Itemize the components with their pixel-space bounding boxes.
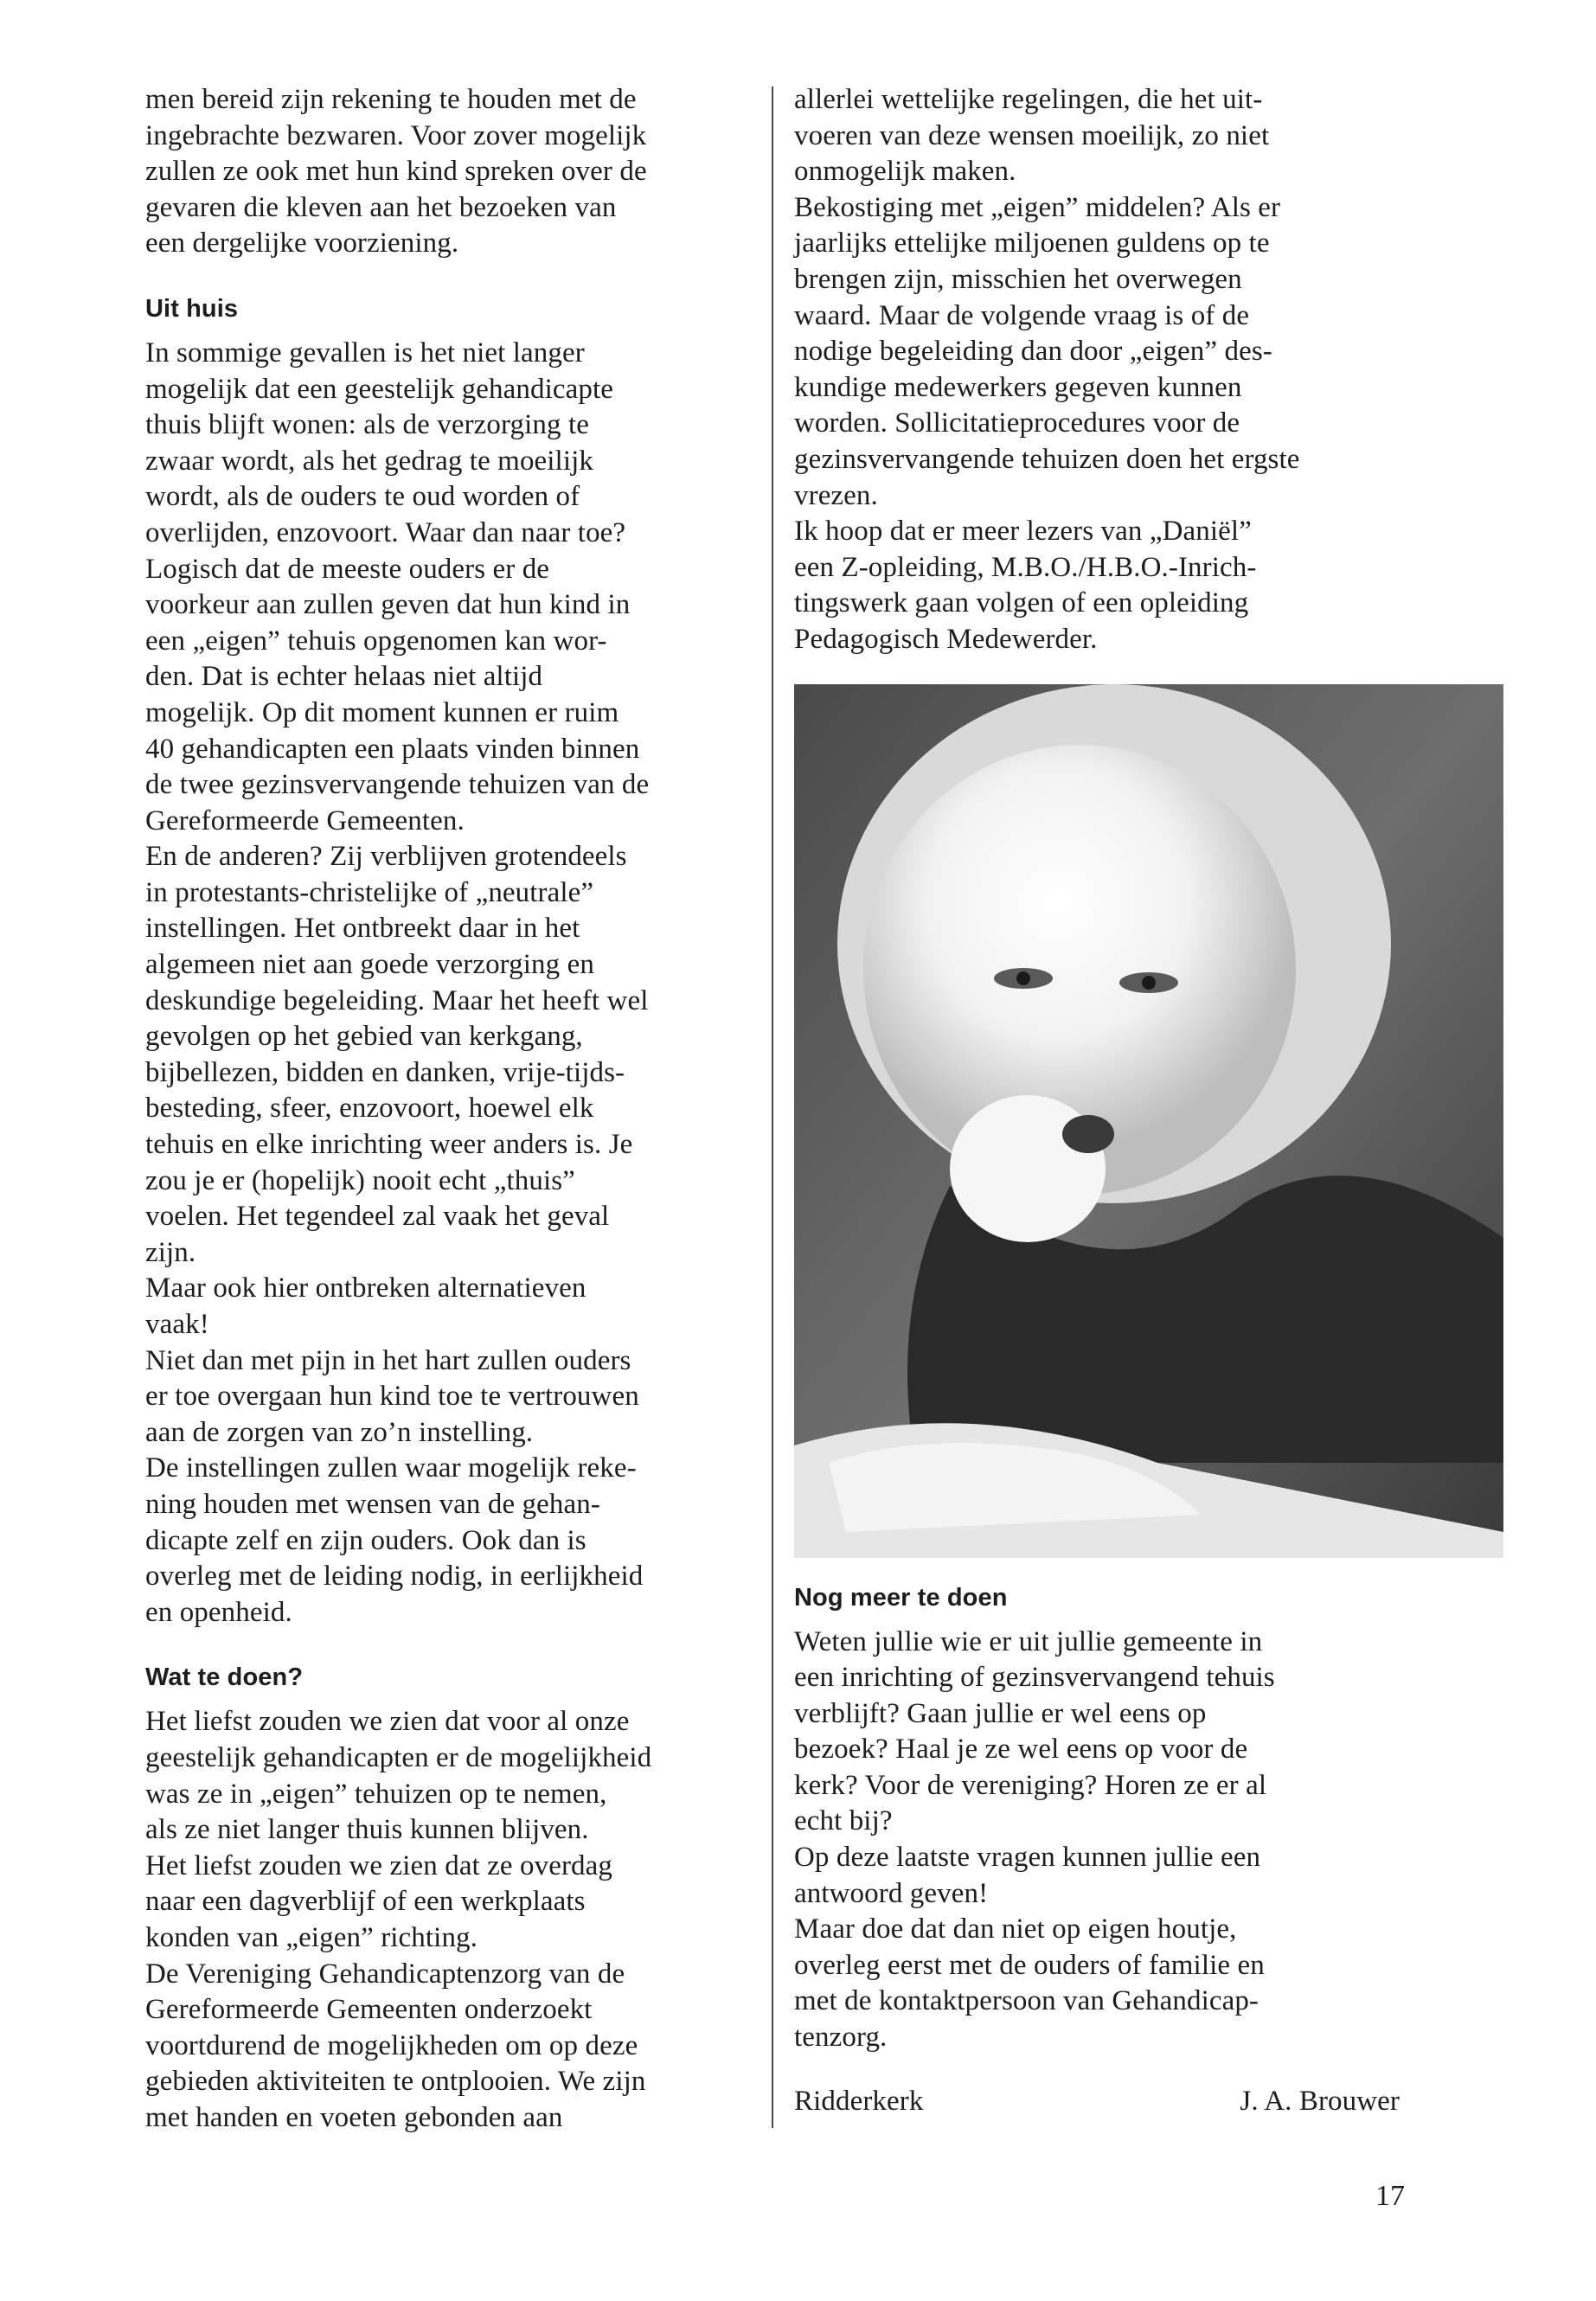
text-line: deskundige begeleiding. Maar het heeft wel: [145, 984, 649, 1016]
text-line: overleg met de leiding nodig, in eerlijkheid: [145, 1561, 644, 1593]
child-photo-image: [794, 684, 1503, 1558]
text-line: men bereid zijn rekening te houden met de: [145, 84, 637, 115]
text-line: onmogelijk maken.: [794, 156, 1016, 188]
text-line: En de anderen? Zij verblijven grotendeels: [145, 841, 627, 873]
text-line: gevaren die kleven aan het bezoeken van: [145, 191, 617, 223]
text-line: dicapte zelf en zijn ouders. Ook dan is: [145, 1524, 586, 1556]
text-line: bijbellezen, bidden en danken, vrije-tijds-: [145, 1056, 625, 1088]
text-line: mogelijk. Op dit moment kunnen er ruim: [145, 696, 619, 728]
text-line: jaarlijks ettelijke miljoenen guldens op te: [794, 228, 1270, 260]
text-line: Ik hoop dat er meer lezers van „Daniël”: [794, 516, 1252, 548]
text-line: nodige begeleiding dan door „eigen” des-: [794, 336, 1272, 368]
text-line: naar een dagverblijf of een werkplaats: [145, 1886, 586, 1918]
text-line: tehuis en elke inrichting weer anders is. Je: [145, 1129, 633, 1161]
section-heading-uit-huis: Uit huis: [145, 294, 239, 323]
text-line: een Z-opleiding, M.B.O./H.B.O.-Inrich-: [794, 551, 1257, 583]
text-line: kundige medewerkers gegeven kunnen: [794, 371, 1242, 403]
text-line: gezinsvervangende tehuizen doen het ergste: [794, 443, 1300, 475]
text-line: konden van „eigen” richting.: [145, 1921, 478, 1953]
intro-paragraph: [794, 82, 1417, 658]
text-line: vaak!: [145, 1309, 209, 1340]
text-line: geestelijk gehandicapten er de mogelijkheid: [145, 1741, 652, 1773]
text-line: een „eigen” tehuis opgenomen kan wor-: [145, 625, 607, 657]
text-line: worden. Sollicitatieprocedures voor de: [794, 407, 1240, 439]
text-line: Maar doe dat dan niet op eigen houtje,: [794, 1913, 1237, 1945]
text-line: er toe overgaan hun kind toe te vertrouwen: [145, 1381, 639, 1413]
section-body-wat-te-doen: [145, 1704, 760, 2136]
section-body-uit-huis: [145, 336, 760, 1631]
text-line: aan de zorgen van zo’n instelling.: [145, 1416, 534, 1448]
text-line: zullen ze ook met hun kind spreken over de: [145, 156, 647, 188]
text-line: mogelijk dat een geestelijk gehandicapte: [145, 373, 613, 405]
right-column: [794, 82, 1417, 2119]
signature: [794, 2084, 1400, 2120]
text-line: zijn.: [145, 1236, 196, 1268]
text-line: 40 gehandicapten een plaats vinden binnen: [145, 733, 640, 765]
text-line: voeren van deze wensen moeilijk, zo niet: [794, 119, 1270, 151]
text-line: voortdurend de mogelijkheden om op deze: [145, 2029, 638, 2061]
text-line: Pedagogisch Medewerder.: [794, 623, 1098, 655]
text-line: Weten jullie wie er uit jullie gemeente in: [794, 1625, 1263, 1657]
text-line: Bekostiging met „eigen” middelen? Als er: [794, 191, 1281, 223]
intro-paragraph: [145, 82, 760, 262]
child-photo: [794, 684, 1503, 1558]
text-line: De Vereniging Gehandicaptenzorg van de: [145, 1958, 625, 1990]
text-line: zwaar wordt, als het gedrag te moeilijk: [145, 445, 593, 477]
signature-author: J. A. Brouwer: [1240, 2085, 1400, 2117]
text-line: antwoord geven!: [794, 1877, 989, 1909]
text-line: Gereformeerde Gemeenten onderzoekt: [145, 1994, 593, 2026]
signature-place: Ridderkerk: [794, 2085, 924, 2117]
text-line: als ze niet langer thuis kunnen blijven.: [145, 1814, 589, 1846]
text-line: instellingen. Het ontbreekt daar in het: [145, 913, 580, 945]
text-line: kerk? Voor de vereniging? Horen ze er al: [794, 1769, 1267, 1801]
text-line: overlijden, enzovoort. Waar dan naar toe?: [145, 516, 626, 548]
text-line: vrezen.: [794, 479, 878, 511]
text-line: met handen en voeten gebonden aan: [145, 2101, 563, 2133]
text-line: met de kontaktpersoon van Gehandicap-: [794, 1985, 1259, 2017]
text-line: ingebrachte bezwaren. Voor zover mogelijk: [145, 119, 647, 151]
text-line: een dergelijke voorziening.: [145, 228, 459, 260]
text-line: thuis blijft wonen: als de verzorging te: [145, 409, 589, 441]
text-line: waard. Maar de volgende vraag is of de: [794, 299, 1250, 331]
text-line: en openheid.: [145, 1596, 292, 1628]
text-line: overleg eerst met de ouders of familie en: [794, 1949, 1265, 1981]
text-line: gebieden aktiviteiten te ontplooien. We zijn: [145, 2066, 646, 2098]
left-column: [145, 82, 760, 2136]
text-line: bezoek? Haal je ze wel eens op voor de: [794, 1734, 1248, 1766]
text-line: Logisch dat de meeste ouders er de: [145, 553, 550, 585]
text-line: allerlei wettelijke regelingen, die het uit-: [794, 84, 1263, 115]
text-line: een inrichting of gezinsvervangend tehuis: [794, 1662, 1275, 1694]
text-line: Het liefst zouden we zien dat ze overdag: [145, 1849, 613, 1881]
text-line: verblijft? Gaan jullie er wel eens op: [794, 1697, 1207, 1729]
text-line: echt bij?: [794, 1805, 893, 1837]
section-heading-nog-meer-te-doen: Nog meer te doen: [794, 1583, 1008, 1612]
column-divider: [772, 87, 773, 2128]
text-line: Niet dan met pijn in het hart zullen ouders: [145, 1344, 631, 1376]
text-line: Maar ook hier ontbreken alternatieven: [145, 1272, 586, 1304]
text-line: de twee gezinsvervangende tehuizen van de: [145, 769, 650, 801]
text-line: algemeen niet aan goede verzorging en: [145, 949, 594, 981]
text-line: tingswerk gaan volgen of een opleiding: [794, 587, 1249, 619]
text-line: Het liefst zouden we zien dat voor al onze: [145, 1706, 630, 1738]
text-line: besteding, sfeer, enzovoort, hoewel elk: [145, 1093, 594, 1125]
text-line: ning houden met wensen van de gehan-: [145, 1488, 600, 1520]
text-line: Gereformeerde Gemeenten.: [145, 804, 465, 836]
text-line: gevolgen op het gebied van kerkgang,: [145, 1021, 583, 1053]
text-line: in protestants-christelijke of „neutrale”: [145, 876, 594, 908]
text-line: Op deze laatste vragen kunnen jullie een: [794, 1842, 1261, 1874]
text-line: brengen zijn, misschien het overwegen: [794, 263, 1242, 295]
text-line: tenzorg.: [794, 2022, 888, 2054]
section-heading-wat-te-doen: Wat te doen?: [145, 1663, 304, 1692]
text-line: voorkeur aan zullen geven dat hun kind in: [145, 589, 631, 621]
text-line: was ze in „eigen” tehuizen op te nemen,: [145, 1778, 607, 1810]
text-line: voelen. Het tegendeel zal vaak het geval: [145, 1201, 610, 1233]
text-line: wordt, als de ouders te oud worden of: [145, 481, 580, 513]
text-line: In sommige gevallen is het niet langer: [145, 336, 585, 369]
text-line: zou je er (hopelijk) nooit echt „thuis”: [145, 1164, 575, 1196]
text-line: den. Dat is echter helaas niet altijd: [145, 661, 543, 693]
text-line: De instellingen zullen waar mogelijk reke-: [145, 1452, 637, 1484]
page-number: 17: [1375, 2180, 1405, 2212]
section-body-nog-meer-te-doen: [794, 1625, 1417, 2056]
